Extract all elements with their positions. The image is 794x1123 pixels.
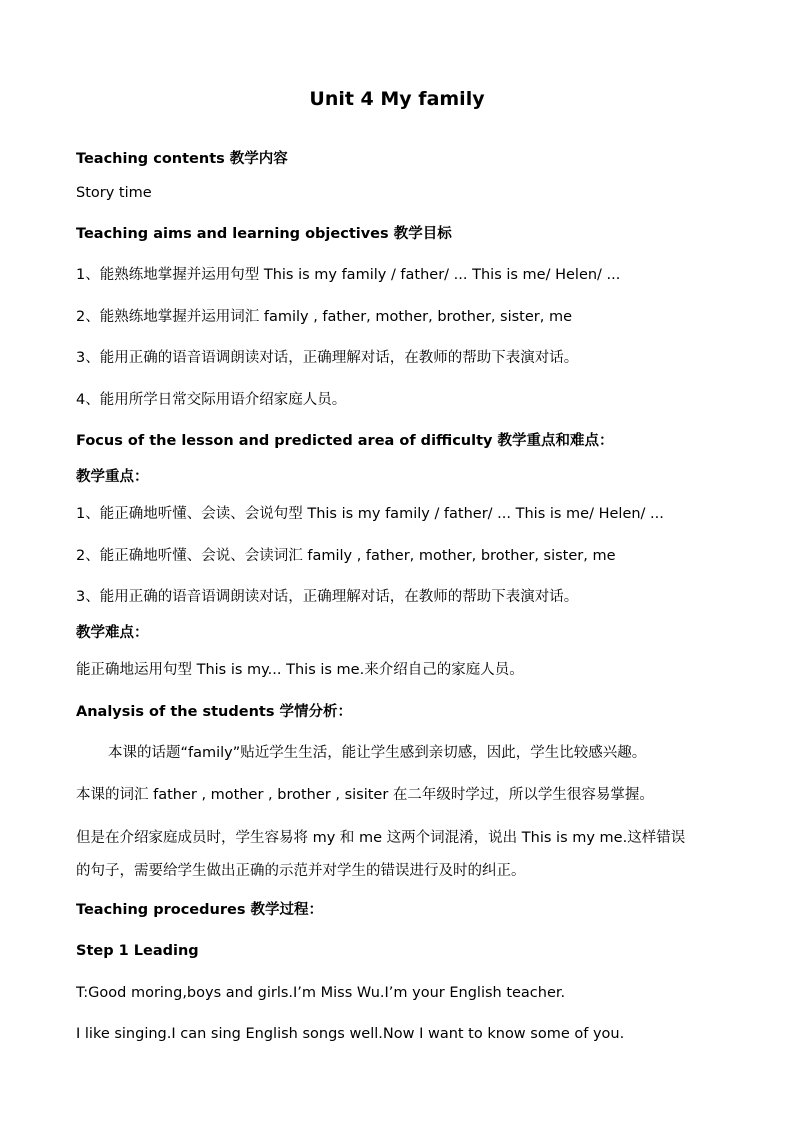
analysis-line: 但是在介绍家庭成员时，学生容易将 my 和 me 这两个词混淆，说出 This is my me.这样错误 [76,830,686,846]
key-point-item: 3、能用正确的语音语调朗读对话，正确理解对话，在教师的帮助下表演对话。 [76,589,579,605]
analysis-line: 本课的词汇 father , mother , brother , sisiter 在二年级时学过，所以学生很容易掌握。 [76,787,654,803]
procedure-line: T:Good moring,boys and girls.I’m Miss Wu.I’m your English teacher. [76,985,566,1001]
aims-item: 3、能用正确的语音语调朗读对话，正确理解对话，在教师的帮助下表演对话。 [76,350,579,366]
page-title: Unit 4 My family [309,88,485,110]
key-point-item: 2、能正确地听懂、会说、会读词汇 family , father, mother, brother, sister, me [76,548,616,564]
difficulty-label: 教学难点： [76,625,149,641]
teaching-contents-heading: Teaching contents 教学内容 [76,151,288,167]
aims-item: 1、能熟练地掌握并运用句型 This is my family / father/ ... This is me/ Helen/ ... [76,267,621,283]
aims-heading: Teaching aims and learning objectives 教学目标 [76,226,452,242]
analysis-line: 的句子，需要给学生做出正确的示范并对学生的错误进行及时的纠正。 [76,863,526,879]
aims-item: 2、能熟练地掌握并运用词汇 family , father, mother, brother, sister, me [76,309,573,325]
analysis-heading: Analysis of the students 学情分析： [76,704,353,720]
key-point-item: 1、能正确地听懂、会读、会说句型 This is my family / father/ ... This is me/ Helen/ ... [76,506,664,522]
analysis-line: 本课的话题“family”贴近学生生活，能让学生感到亲切感，因此，学生比较感兴趣。 [108,745,647,761]
procedure-line: I like singing.I can sing English songs well.Now I want to know some of you. [76,1026,625,1042]
step-1-heading: Step 1 Leading [76,943,199,959]
focus-heading: Focus of the lesson and predicted area of difficulty 教学重点和难点： [76,433,614,449]
teaching-contents-text: Story time [76,185,152,201]
procedures-heading: Teaching procedures 教学过程： [76,902,324,918]
aims-item: 4、能用所学日常交际用语介绍家庭人员。 [76,392,347,408]
difficulty-text: 能正确地运用句型 This is my... This is me.来介绍自己的家庭人员。 [76,662,524,678]
key-points-label: 教学重点： [76,469,149,485]
